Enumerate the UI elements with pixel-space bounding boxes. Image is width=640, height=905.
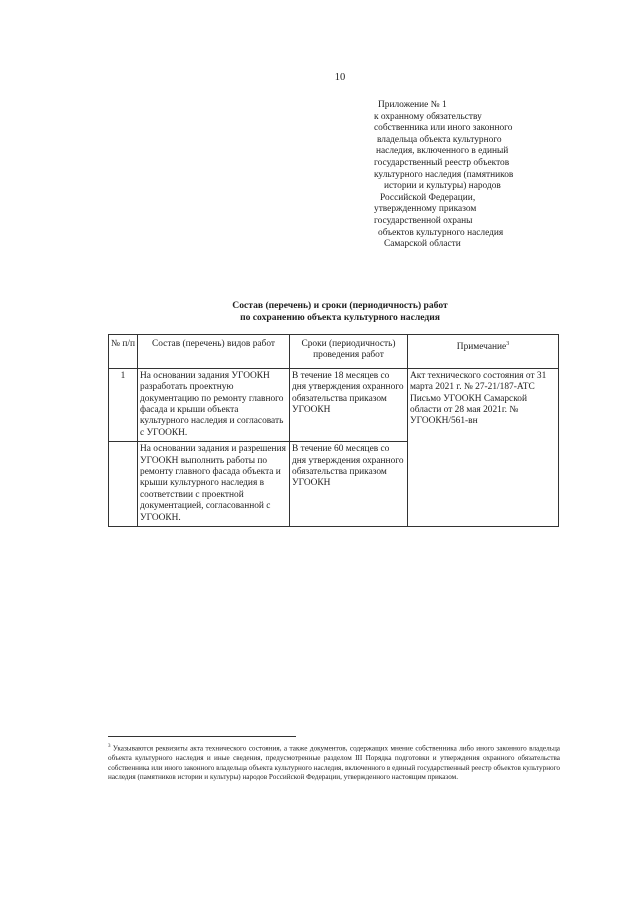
works-table (108, 334, 559, 527)
row-num: 1 (109, 368, 138, 441)
table-header-row (109, 335, 559, 369)
header-note (408, 335, 559, 369)
header-terms: Сроки (периодичность) проведения работ (290, 335, 408, 369)
document-title (0, 300, 640, 324)
title-line-2: по сохранению объекта культурного наследия (240, 312, 440, 323)
header-note-label: Примечание (456, 342, 507, 353)
annex-line: Приложение № 1 (378, 100, 447, 110)
footnote-text: Указываются реквизиты акта технического состояния, а также документов, содержащих мнение собственника либо иного законного владельца объекта культурного наследия и иные сведения, предусмотренные разделом III Порядка подготовки и утверждения охранного обязательства собственника или иного законного владельца объекта культурного наследия, включенного в единый государственный реестр объектов культурного наследия (памятников истории и культуры) народов Российской Федерации, утвержденного настоящим приказом. (108, 744, 561, 782)
row-works: На основании задания УГООКН разработать проектную документацию по ремонту главного фасада и крыши объекта культурного наследия и согласовать с УГООКН. (138, 368, 290, 441)
row-note: Акт технического состояния от 31 марта 2021 г. № 27-21/187-АТС Письмо УГООКН Самарской области от 28 мая 2021г. № УГООКН/561-вн (408, 368, 559, 526)
page-number: 10 (334, 72, 346, 83)
annex-line: наследия, включенного в единый (376, 146, 509, 157)
row-num (109, 442, 138, 527)
header-works: Состав (перечень) видов работ (138, 335, 290, 369)
row-terms: В течение 60 месяцев со дня утверждения охранного обязательства приказом УГООКН (290, 442, 408, 527)
header-note-footnote-ref: 3 (506, 341, 510, 347)
footnote (108, 742, 560, 783)
annex-line: культурного наследия (памятников (374, 169, 514, 180)
annex-line: собственника или иного законного (374, 123, 513, 134)
annex-heading (374, 100, 574, 251)
annex-line: государственный реестр объектов (374, 157, 510, 168)
footnote-divider (108, 736, 296, 737)
annex-line: Самарской области (384, 239, 461, 250)
annex-line: истории и культуры) народов (384, 181, 501, 192)
footnote-marker: 3 (108, 744, 111, 749)
annex-line: государственной охраны (374, 215, 473, 226)
row-terms: В течение 18 месяцев со дня утверждения охранного обязательства приказом УГООКН (290, 368, 408, 441)
header-num: № п/п (109, 335, 138, 369)
annex-line: владельца объекта культурного (377, 134, 502, 145)
title-line-1: Состав (перечень) и сроки (периодичность) работ (232, 300, 448, 311)
annex-line: утвержденному приказом (374, 204, 477, 215)
row-works: На основании задания и разрешения УГООКН выполнить работы по ремонту главного фасада объекта и крыши культурного наследия в соответствии с проектной документацией, согласованной с УГООКН. (138, 442, 290, 527)
table-row (109, 368, 559, 441)
annex-line: объектов культурного наследия (378, 227, 504, 238)
annex-line: Российской Федерации, (380, 192, 476, 203)
annex-line: к охранному обязательству (374, 111, 482, 122)
